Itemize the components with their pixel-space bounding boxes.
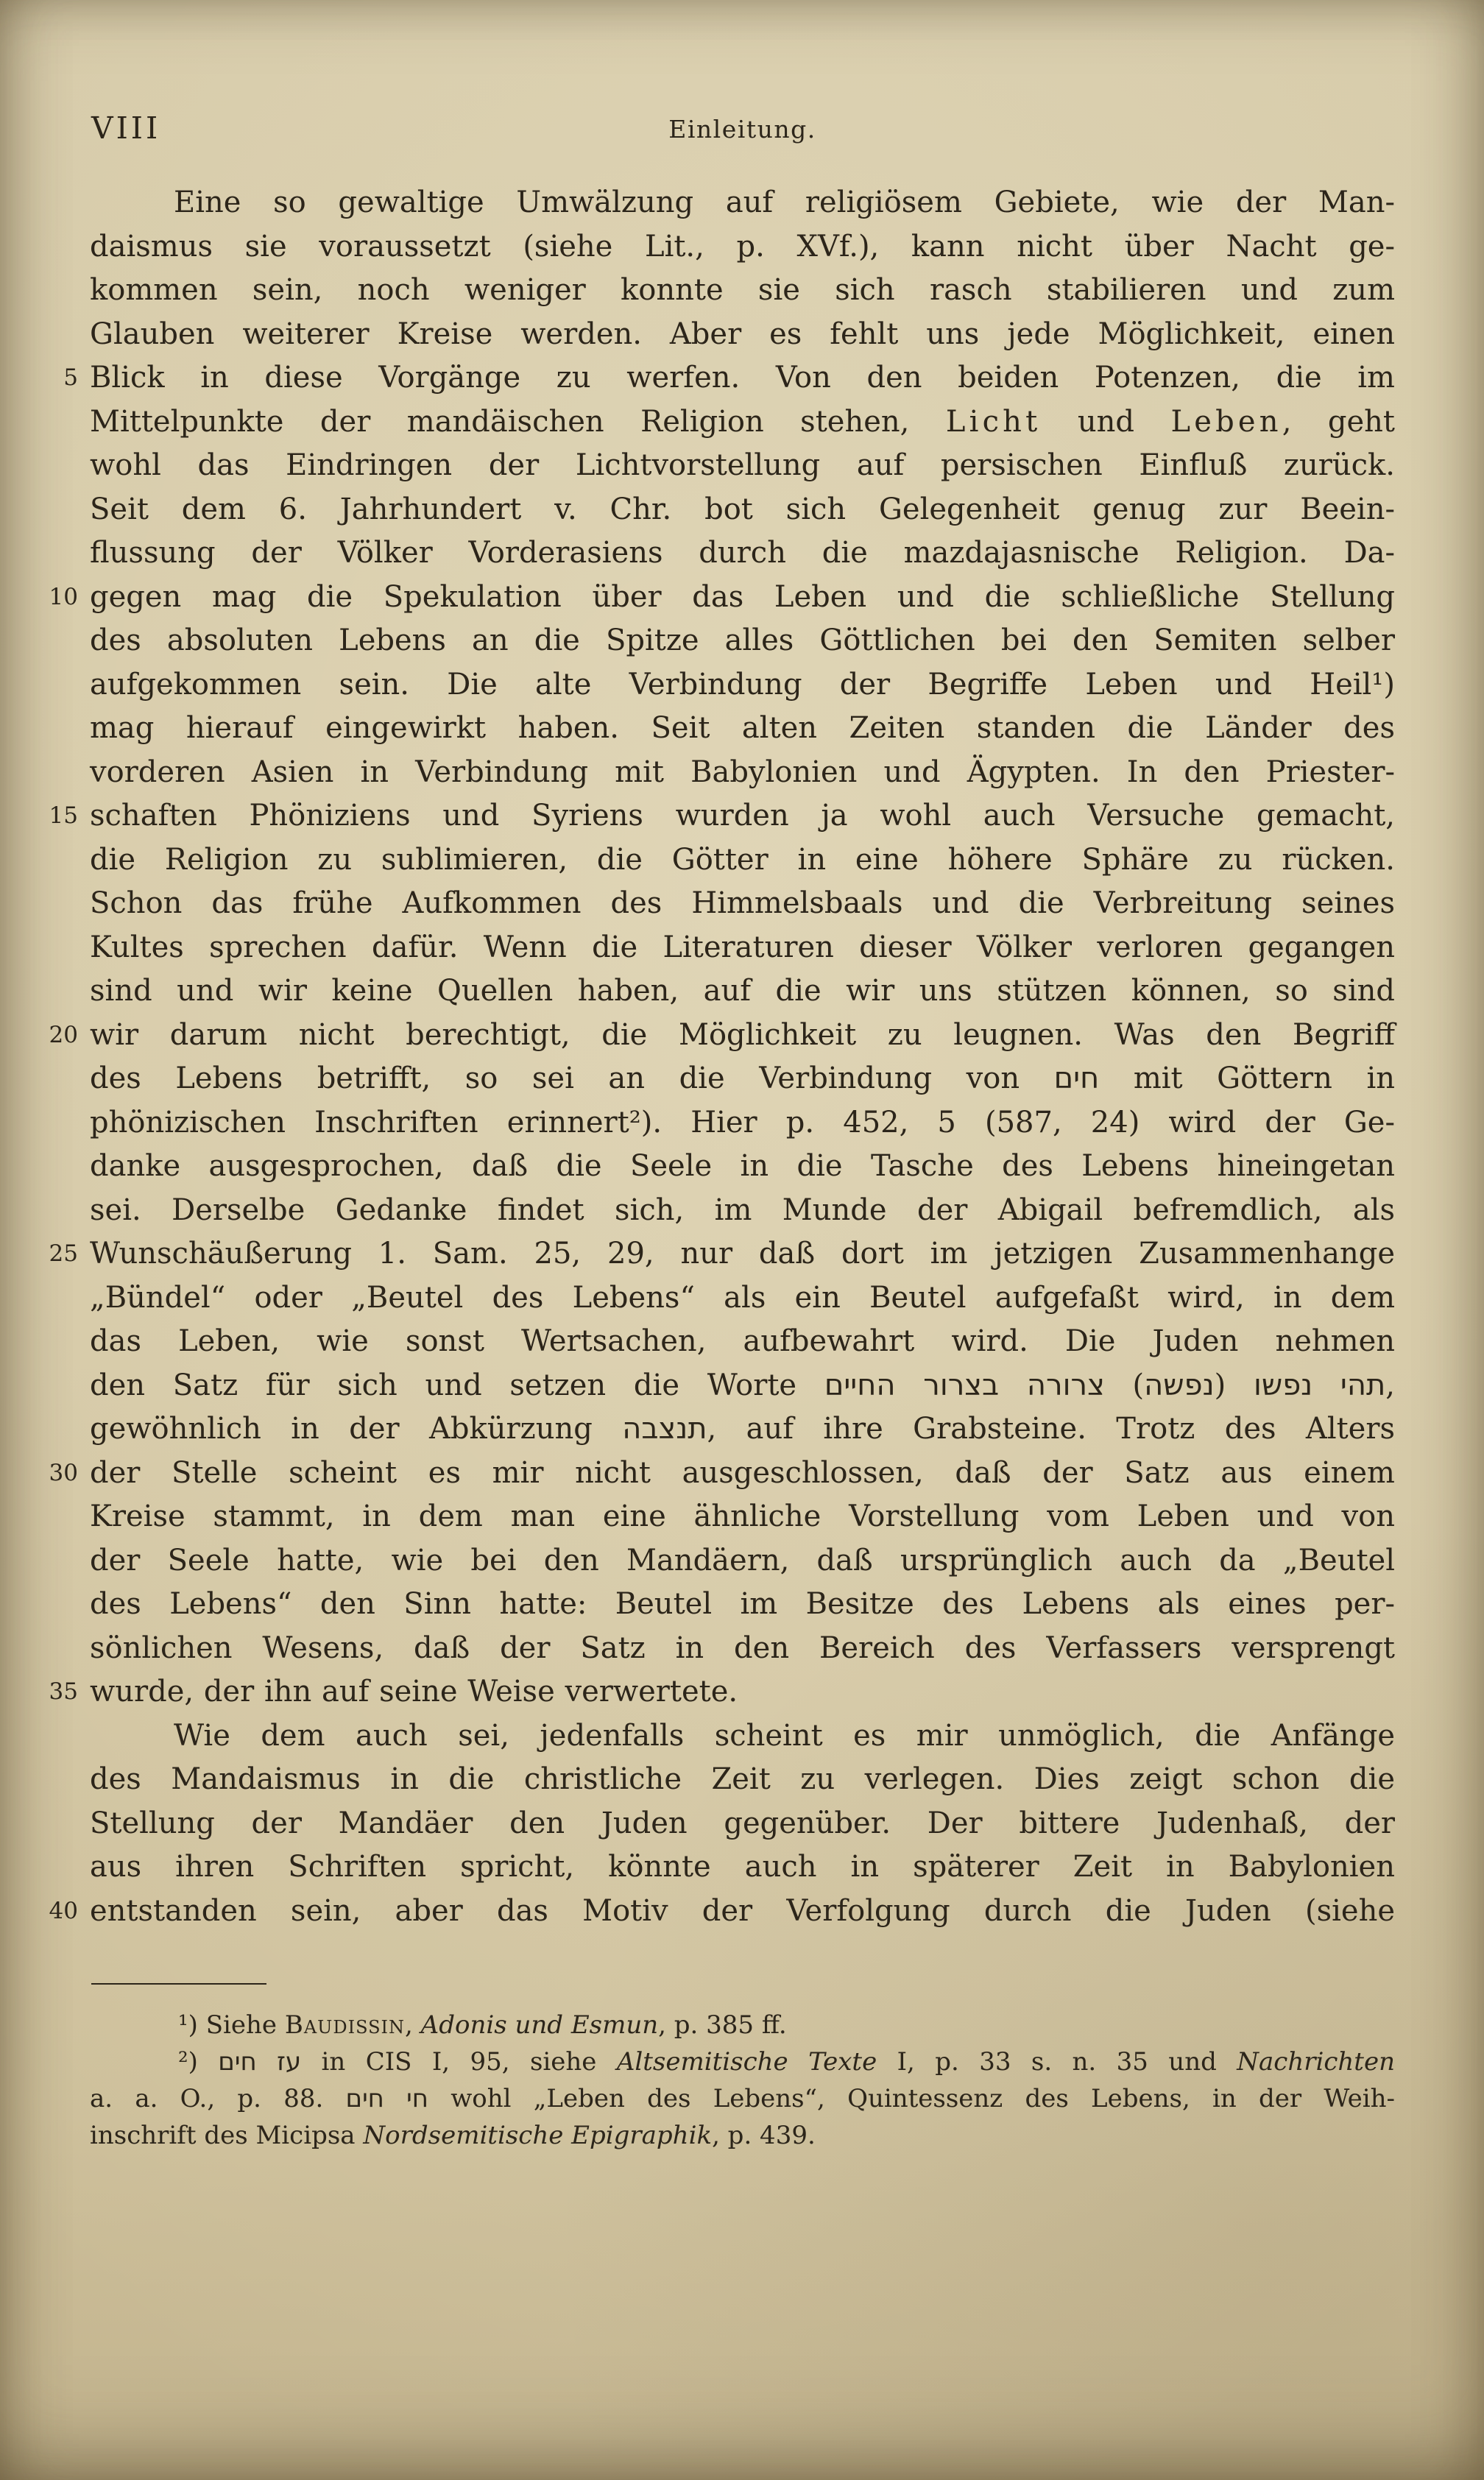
text-line: Stellung der Mandäer den Juden gegenüber. Der bittere Judenhaß, der [90,1806,1395,1840]
text-line: 10 gegen mag die Spekulation über das Leben und die schließliche Stellung [90,576,1395,620]
text-line: Kultes sprechen dafür. Wenn die Literaturen dieser Völker verloren gegangen [90,930,1395,964]
text-line: Schon das frühe Aufkommen des Himmelsbaals und die Verbreitung seines [90,886,1395,920]
line-number: 10 [49,583,78,610]
italic-text: Nordsemitische Epigraphik [363,2121,713,2150]
page-header [90,110,1395,152]
smallcaps-name: Baudissin [284,2010,406,2040]
footnote-line: ¹) Siehe Baudissin, Adonis und Esmun, p. 385 ff. [178,2010,787,2040]
text-line: der Seele hatte, wie bei den Mandäern, daß ursprünglich auch da „Beutel [90,1543,1395,1578]
running-head: Einleitung. [668,115,816,144]
hebrew-text: עז חים [218,2047,302,2077]
text-line: des Mandaismus in die christliche Zeit zu verlegen. Dies zeigt schon die [90,1762,1395,1796]
footnote-separator [91,1983,266,1985]
text-line: Glauben weiterer Kreise werden. Aber es fehlt uns jede Möglichkeit, einen [90,317,1395,351]
text-line: 5 Blick in diese Vorgänge zu werfen. Von den beiden Potenzen, die im [90,356,1395,400]
text-line: wohl das Eindringen der Lichtvorstellung auf persischen Einfluß zurück. [90,448,1395,482]
text-line: 35 wurde, der ihn auf seine Weise verwertete. [90,1670,1395,1714]
text-line: Wie dem auch sei, jedenfalls scheint es mir unmöglich, die Anfänge [174,1718,1395,1753]
text-line: Eine so gewaltige Umwälzung auf religiösem Gebiete, wie der Man- [174,186,1395,219]
text-line: sind und wir keine Quellen haben, auf die wir uns stützen können, so sind [90,974,1395,1008]
text-line: sönlichen Wesens, daß der Satz in den Bereich des Verfassers versprengt [90,1631,1395,1665]
text-line: aus ihren Schriften spricht, könnte auch in späterer Zeit in Babylonien [90,1850,1395,1884]
text-line: 20 wir darum nicht berechtigt, die Möglichkeit zu leugnen. Was den Begriff [90,1014,1395,1058]
line-number: 20 [49,1021,78,1048]
text-line: den Satz für sich und setzen die Worte תהי נפשו (נפשה) צרורה בצרור החיים, [90,1368,1396,1402]
text-line: 25 Wunschäußerung 1. Sam. 25, 29, nur daß dort im jetzigen Zusammenhange [90,1232,1395,1276]
footnote-line: ²) עז חים in CIS I, 95, siehe Altsemitische Texte I, p. 33 s. n. 35 und Nachrichten [178,2047,1395,2077]
emphasized-text: Licht [945,404,1042,439]
text-line: das Leben, wie sonst Wertsachen, aufbewahrt wird. Die Juden nehmen [90,1324,1395,1358]
hebrew-text: תהי נפשו (נפשה) צרורה בצרור החיים [824,1368,1386,1402]
text-line: des Lebens betrifft, so sei an die Verbindung von חים mit Göttern in [90,1061,1396,1095]
text-line: Kreise stammt, in dem man eine ähnliche Vorstellung vom Leben und von [90,1499,1395,1533]
text-line: 40 entstanden sein, aber das Motiv der Verfolgung durch die Juden (siehe [90,1890,1395,1934]
line-number: 15 [49,802,78,829]
line-number: 30 [49,1459,78,1486]
text-line: phönizischen Inschriften erinnert²). Hier p. 452, 5 (587, 24) wird der Ge- [90,1105,1395,1140]
text-line: aufgekommen sein. Die alte Verbindung der Begriffe Leben und Heil¹) [90,667,1395,702]
text-line: danke ausgesprochen, daß die Seele in die Tasche des Lebens hineingetan [90,1149,1395,1183]
text-line: Mittelpunkte der mandäischen Religion stehen, Licht und Leben, geht [90,404,1395,439]
text-line: 15 schaften Phöniziens und Syriens wurden ja wohl auch Versuche gemacht, [90,794,1395,838]
text-line: 30 der Stelle scheint es mir nicht ausgeschlossen, daß der Satz aus einem [90,1452,1395,1496]
text-line: Seit dem 6. Jahrhundert v. Chr. bot sich Gelegenheit genug zur Beein- [90,492,1395,526]
italic-text: Altsemitische Texte [616,2047,877,2077]
italic-text: Nachrichten [1237,2047,1395,2077]
text-line: kommen sein, noch weniger konnte sie sich rasch stabilieren und zum [90,273,1395,307]
page-number: VIII [91,110,161,146]
line-number: 40 [49,1897,78,1924]
hebrew-text: חי חים [345,2084,428,2113]
hebrew-text: תנצבה [622,1412,707,1446]
hebrew-text: חים [1053,1061,1100,1095]
text-line: „Bündel“ oder „Beutel des Lebens“ als ein Beutel aufgefaßt wird, in dem [90,1280,1395,1315]
footnote-line: inschrift des Micipsa Nordsemitische Epigraphik, p. 439. [90,2121,816,2150]
line-number: 25 [49,1240,78,1267]
text-line: flussung der Völker Vorderasiens durch die mazdajasnische Religion. Da- [90,536,1395,570]
text-line: daismus sie voraussetzt (siehe Lit., p. XVf.), kann nicht über Nacht ge- [90,229,1395,264]
footnotes [90,2007,1395,2154]
body-text [49,181,1396,1933]
text-line: des absoluten Lebens an die Spitze alles Göttlichen bei den Semiten selber [90,623,1395,657]
line-number: 5 [63,364,78,391]
text-line: vorderen Asien in Verbindung mit Babylonien und Ägypten. In den Priester- [90,755,1395,789]
line-number: 35 [49,1678,78,1705]
text-line: des Lebens“ den Sinn hatte: Beutel im Besitze des Lebens als eines per- [90,1587,1395,1621]
text-line: mag hierauf eingewirkt haben. Seit alten Zeiten standen die Länder des [90,711,1395,745]
italic-text: Adonis und Esmun [420,2010,659,2040]
footnote-line: a. a. O., p. 88. חי חים wohl „Leben des Lebens“, Quintessenz des Lebens, in der Weih- [90,2084,1395,2113]
text-line: sei. Derselbe Gedanke findet sich, im Munde der Abigail befremdlich, als [90,1193,1395,1227]
emphasized-text: Leben [1170,404,1282,439]
text-line: gewöhnlich in der Abkürzung תנצבה, auf ihre Grabsteine. Trotz des Alters [90,1412,1396,1446]
text-line: die Religion zu sublimieren, die Götter in eine höhere Sphäre zu rücken. [90,842,1395,877]
